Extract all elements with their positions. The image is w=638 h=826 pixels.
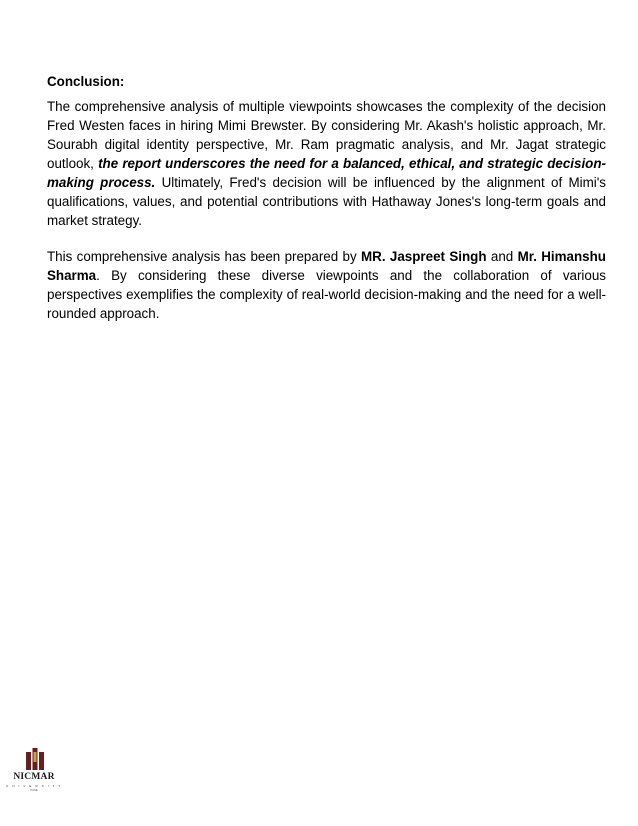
paragraph-1-text-before: The comprehensive analysis of multiple viewpoints showcases the complexity of the decision Fred Westen faces in hiring Mimi Brewster. By considering Mr. Akash's holistic approach, Mr. Sourabh digital identity perspective, Mr. Ram pragmatic analysis, and Mr. Jagat strategic outlook, bbox=[47, 99, 606, 171]
paragraph-2-text-before: This comprehensive analysis has been prepared by bbox=[47, 249, 362, 264]
author-1: MR. Jaspreet Singh bbox=[361, 249, 487, 264]
nicmar-emblem-icon bbox=[26, 748, 44, 770]
paragraph-1-text-after: Ultimately, Fred's decision will be influenced by the alignment of Mimi's qualifications, values, and potential contributions with Hathaway Jones's long-term goals and market strategy. bbox=[47, 175, 606, 228]
nicmar-logo bbox=[6, 748, 62, 814]
paragraph-1-emphasis: the report underscores the need for a balanced, ethical, and strategic decision-making process. bbox=[47, 156, 607, 190]
logo-subtitle: U N I V E R S I T Y bbox=[6, 784, 62, 788]
document-body bbox=[47, 73, 606, 323]
paragraph-2-connector: and bbox=[486, 249, 518, 264]
logo-tagline: PUNE bbox=[30, 789, 38, 792]
author-2: Mr. Himanshu Sharma bbox=[47, 249, 606, 283]
logo-wordmark: NICMAR bbox=[13, 772, 55, 782]
conclusion-paragraph-2 bbox=[47, 247, 606, 323]
paragraph-2-text-after: . By considering these diverse viewpoints and the collaboration of various perspectives exemplifies the complexity of real-world decision-making and the need for a well-rounded approach. bbox=[47, 268, 606, 321]
conclusion-paragraph-1 bbox=[47, 97, 606, 230]
conclusion-heading: Conclusion: bbox=[47, 74, 125, 89]
